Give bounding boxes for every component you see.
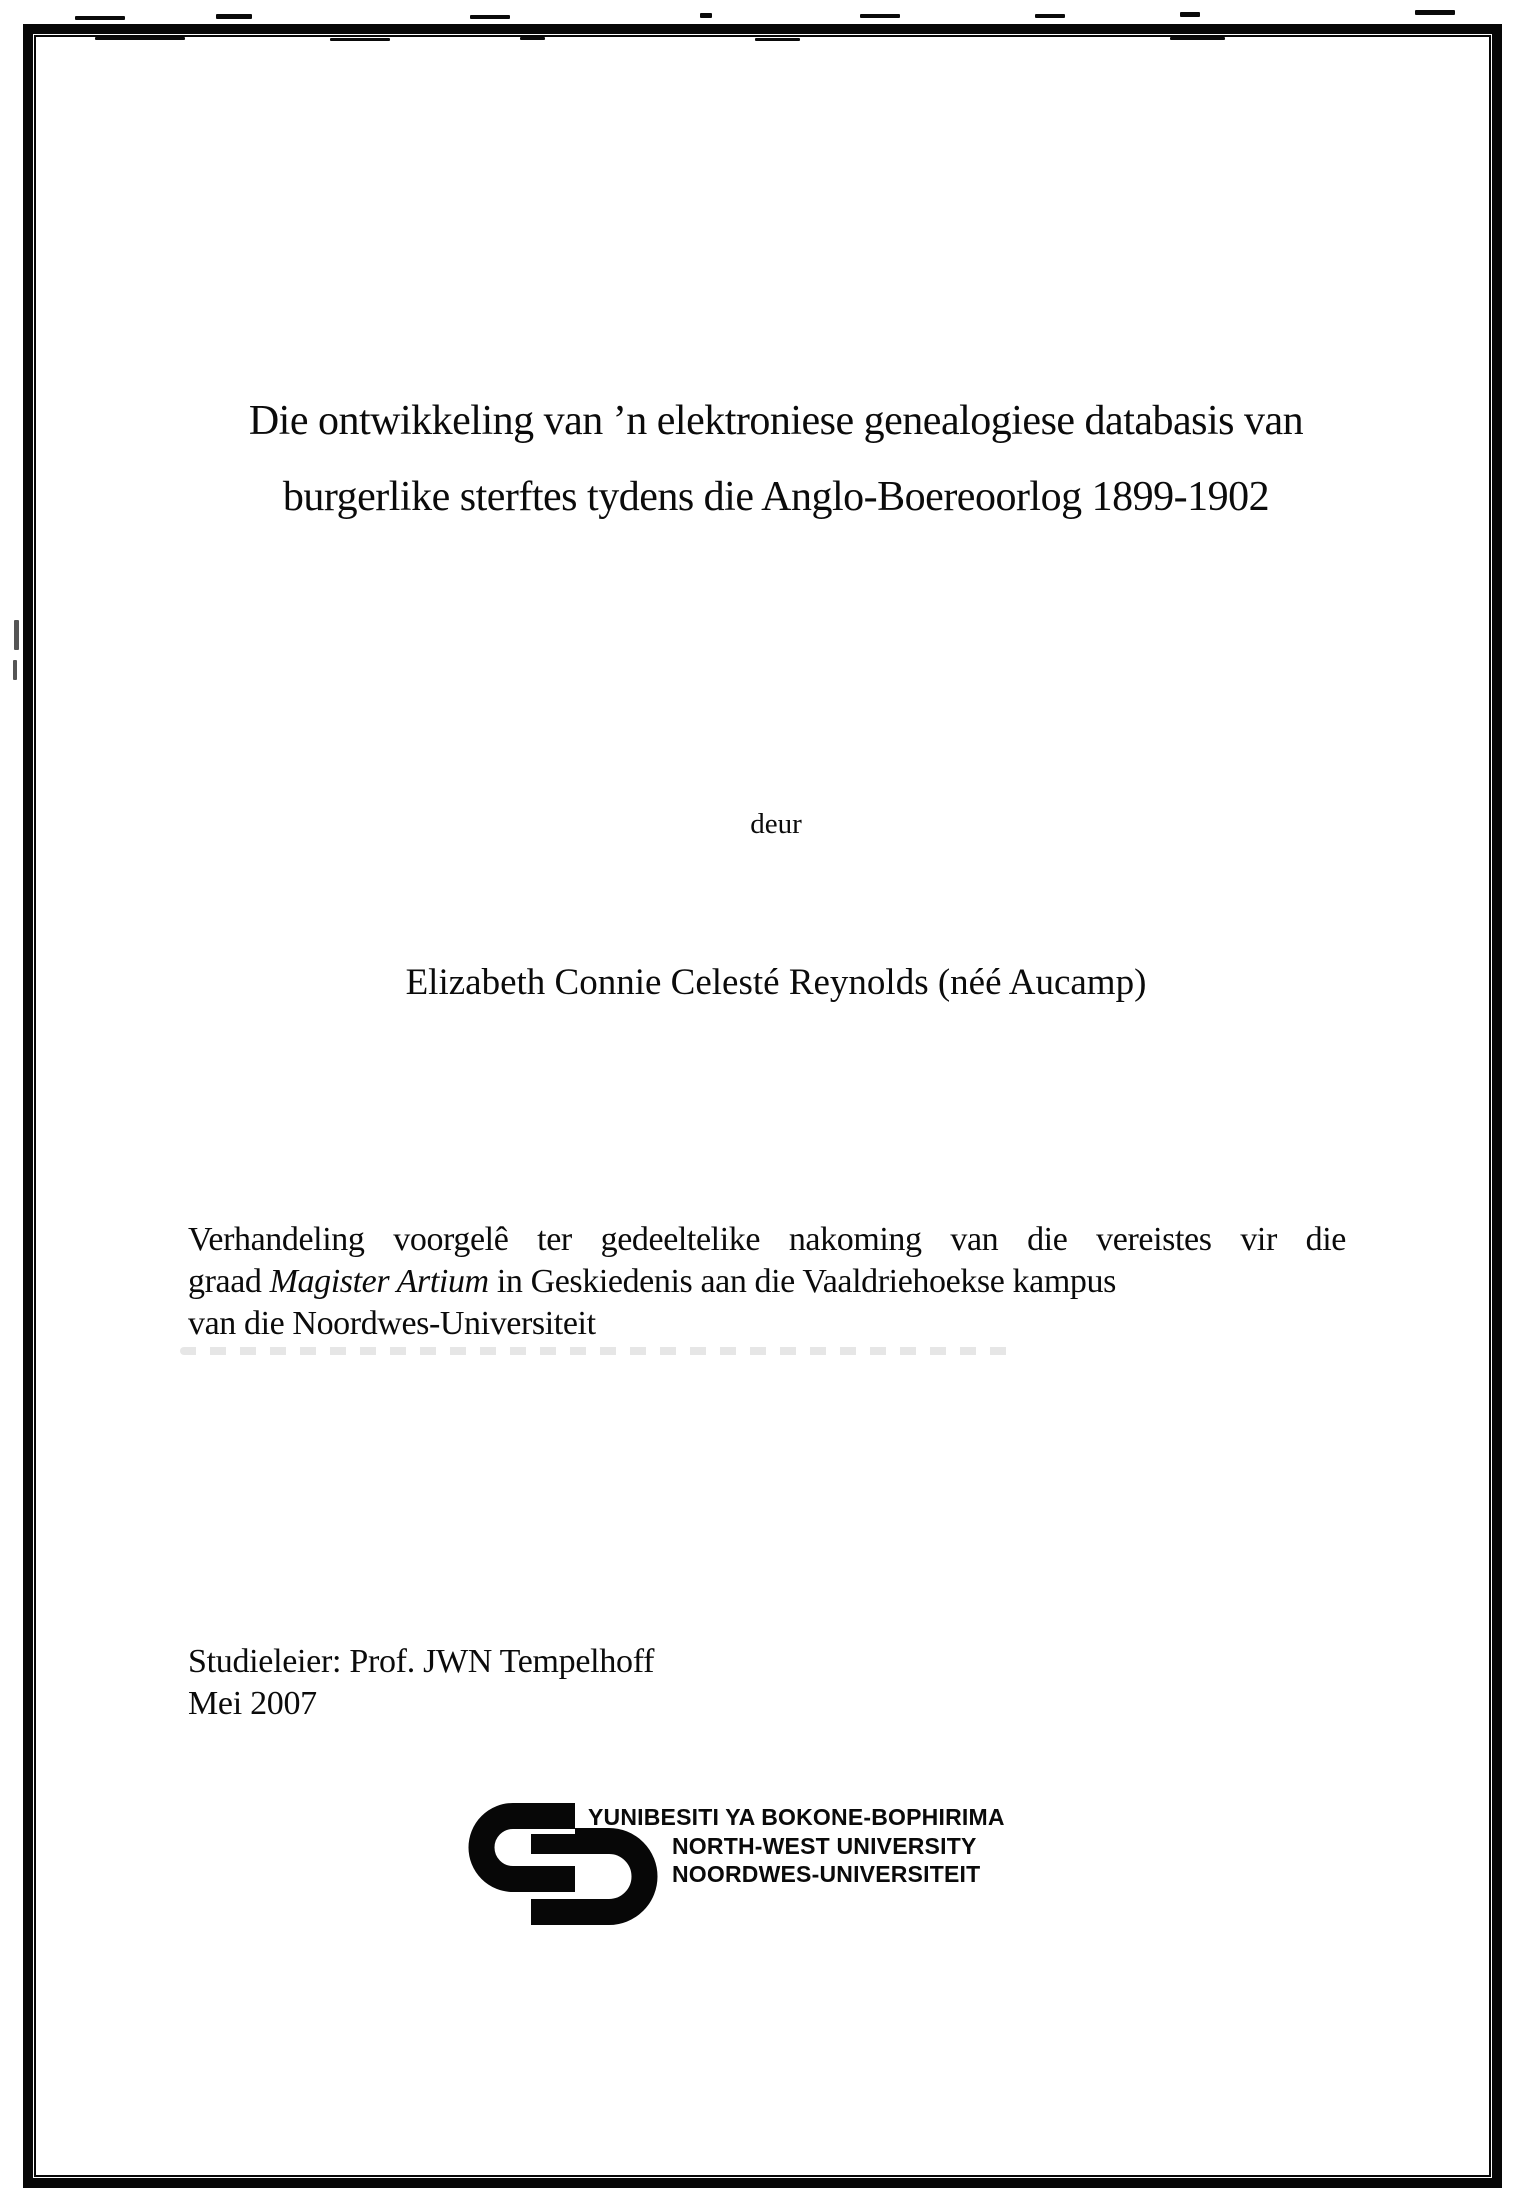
degree-name-italic: Magister Artium [269,1263,489,1300]
scan-ghost-line [180,1347,1020,1355]
supervisor-line: Studieleier: Prof. JWN Tempelhoff [188,1643,655,1680]
scan-artifact [75,16,125,20]
scan-artifact [216,14,252,19]
author-name: Elizabeth Connie Celesté Reynolds (néé Aucamp) [405,962,1147,1003]
degree-statement-line3: van die Noordwes-Universiteit [188,1305,596,1342]
degree-statement-line2 [188,1261,1346,1303]
scan-artifact [860,14,900,18]
scan-artifact [1180,12,1200,17]
degree-statement-line1: Verhandeling voorgelê ter gedeeltelike nakoming van die vereistes vir die [188,1221,1346,1258]
thesis-title-line1: Die ontwikkeling van ’n elektroniese genealogiese databasis van [248,398,1304,444]
degree-statement-line2-suffix: in Geskiedenis aan die Vaaldriehoekse kampus [488,1263,1116,1300]
university-wordmark [588,1803,1005,1889]
degree-statement-line2-prefix: graad [188,1263,270,1300]
scan-artifact [470,15,510,19]
university-wordmark-setswana: YUNIBESITI YA BOKONE-BOPHIRIMA [588,1804,1005,1830]
byline-label: deur [750,808,802,840]
thesis-title-line2: burgerlike sterftes tydens die Anglo-Boereoorlog 1899-1902 [282,474,1270,520]
scan-artifact [700,13,712,18]
scan-artifact [1415,10,1455,15]
university-wordmark-english: NORTH-WEST UNIVERSITY [672,1832,977,1859]
university-wordmark-afrikaans: NOORDWES-UNIVERSITEIT [672,1861,981,1887]
degree-statement [188,1219,1346,1345]
supervisor-block [188,1641,654,1725]
date-line: Mei 2007 [188,1685,317,1722]
thesis-title [186,383,1366,535]
scan-artifact [14,620,19,650]
scan-artifact [1035,14,1065,18]
scan-artifact [13,660,17,680]
